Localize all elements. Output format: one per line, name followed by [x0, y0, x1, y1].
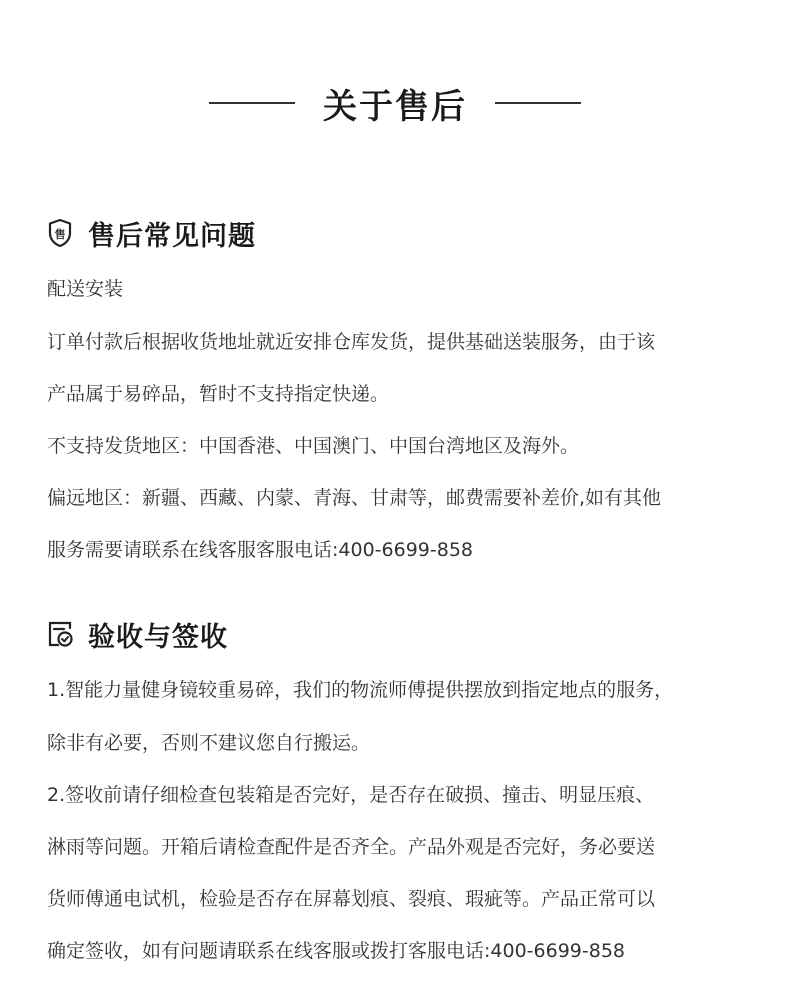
faq-heading: 售后常见问题 [88, 220, 256, 252]
faq-line-4: 不支持发货地区：中国香港、中国澳门、中国台湾地区及海外。 [47, 435, 580, 457]
acceptance-line-2: 除非有必要，否则不建议您自行搬运。 [47, 732, 371, 754]
faq-line-6: 服务需要请联系在线客服客服电话:400-6699-858 [47, 539, 473, 561]
acceptance-line-6: 确定签收，如有问题请联系在线客服或拨打客服电话:400-6699-858 [47, 940, 625, 962]
faq-section-heading [46, 213, 256, 253]
title-divider-right [495, 102, 581, 104]
document-check-icon [46, 619, 74, 649]
faq-line-1: 配送安装 [47, 278, 124, 300]
shield-badge-icon [46, 218, 74, 248]
acceptance-line-4: 淋雨等问题。开箱后请检查配件是否齐全。产品外观是否完好，务必要送 [47, 836, 656, 858]
faq-line-3: 产品属于易碎品，暂时不支持指定快递。 [47, 383, 390, 405]
faq-line-5: 偏远地区：新疆、西藏、内蒙、青海、甘肃等，邮费需要补差价,如有其他 [47, 487, 662, 509]
acceptance-line-3: 2.签收前请仔细检查包装箱是否完好，是否存在破损、撞击、明显压痕、 [47, 784, 655, 806]
acceptance-heading: 验收与签收 [88, 621, 228, 653]
faq-line-2: 订单付款后根据收货地址就近安排仓库发货，提供基础送装服务，由于该 [47, 331, 656, 353]
acceptance-line-5: 货师傅通电试机，检验是否存在屏幕划痕、裂痕、瑕疵等。产品正常可以 [47, 888, 656, 910]
svg-text:售: 售 [54, 228, 66, 241]
acceptance-line-1: 1.智能力量健身镜较重易碎，我们的物流师傅提供摆放到指定地点的服务， [47, 679, 674, 701]
page-title [0, 78, 790, 128]
acceptance-section-heading [46, 614, 228, 654]
page-title-text: 关于售后 [323, 86, 467, 127]
title-divider-left [209, 102, 295, 104]
